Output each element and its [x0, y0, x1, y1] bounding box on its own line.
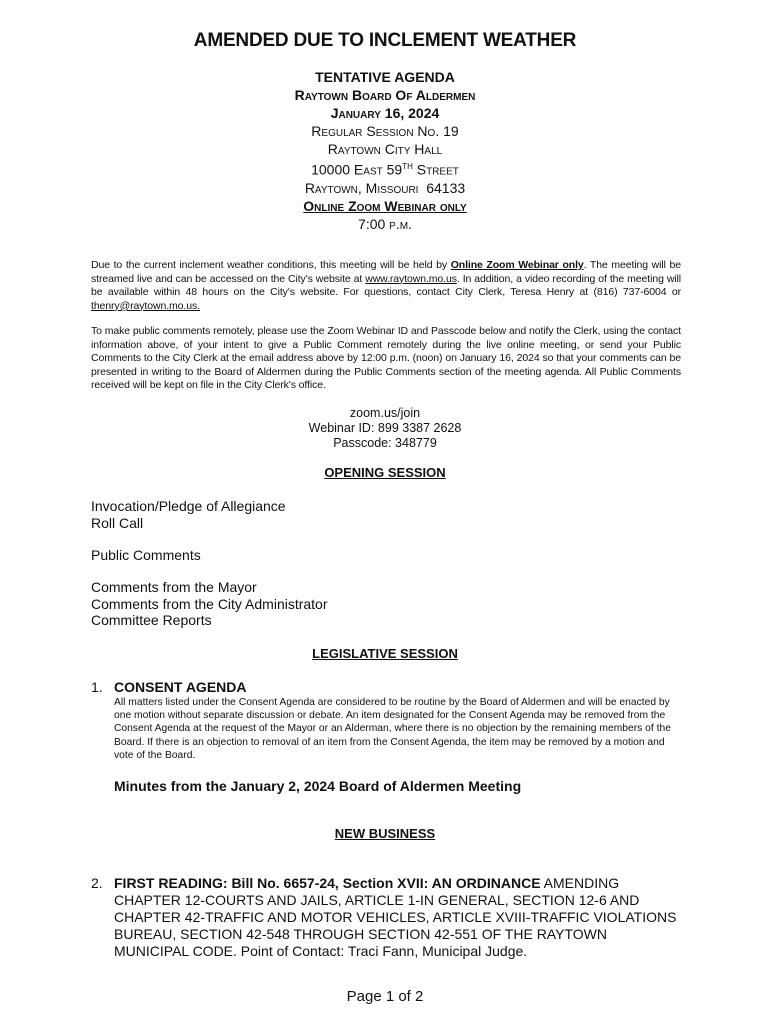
public-comment-paragraph: To make public comments remotely, please use the Zoom Webinar ID and Passcode below and notify the Clerk, using the contact information above, of your intent to give a Public Comment remotely during the live online meeting, or send your Public Comments to the City Clerk at the email address above by 12:00 p.m. (noon) on January 16, 2024 so that your comments can be presented in writing to the Board of Aldermen during the Public Comments section of the meeting agenda. All Public Comments received will be kept on file in the City Clerk's office.	[91, 325, 681, 392]
session-number: Regular Session No. 19	[311, 123, 459, 139]
agenda-header	[0, 68, 770, 233]
bill-item	[114, 875, 684, 960]
clerk-email-link[interactable]: thenry@raytown.mo.us.	[91, 299, 200, 312]
webinar-id: Webinar ID: 899 3387 2628	[308, 421, 462, 435]
item-number: 2.	[91, 875, 103, 891]
city-state: Raytown, Missouri 64133	[304, 179, 466, 196]
list-item: Comments from the City Administrator	[91, 595, 328, 612]
opening-items-group-b	[91, 547, 201, 564]
city-website-link[interactable]: www.raytown.mo.us	[365, 272, 457, 285]
meeting-time: 7:00 p.m.	[358, 215, 412, 232]
passcode: Passcode: 348779	[333, 436, 437, 450]
list-item: Comments from the Mayor	[91, 579, 257, 595]
weather-notice-paragraph: Due to the current inclement weather conditions, this meeting will be held by Online Zoom Webinar only. The meeting will be streamed live and can be accessed on the City's website at www.raytown.mo.us. In addition, a video recording of the meeting will be available within 48 hours on the City's website. For questions, contact City Clerk, Teresa Henry at (816) 737-6004 or thenry@raytown.mo.us.	[91, 259, 681, 312]
opening-items-group-a	[91, 498, 286, 531]
opening-session-heading: OPENING SESSION	[324, 465, 446, 480]
page-banner: AMENDED DUE TO INCLEMENT WEATHER	[193, 30, 577, 51]
opening-items-group-c	[91, 579, 328, 629]
list-item: Committee Reports	[91, 612, 212, 628]
bill-heading: FIRST READING: Bill No. 6657-24, Section XVII: AN ORDINANCE	[114, 875, 541, 891]
item-number: 1.	[91, 679, 103, 695]
agenda-type: TENTATIVE AGENDA	[315, 69, 455, 85]
zoom-info	[0, 406, 770, 451]
venue: Raytown City Hall	[327, 141, 443, 157]
list-item: Invocation/Pledge of Allegiance	[91, 498, 286, 514]
board-name: Raytown Board Of Aldermen	[294, 87, 476, 103]
consent-agenda-description: All matters listed under the Consent Agenda are considered to be routine by the Board of Aldermen and will be enacted by one motion without separate discussion or debate. An item designated for the Consent Agenda may be removed from the Consent Agenda at the request of the Mayor or an Alderman, where there is no objection by the remaining members of the Board. If there is an objection to removal of an item from the Consent Agenda, the item may be removed by a motion and vote of the Board.	[114, 697, 671, 761]
list-item: Public Comments	[91, 547, 201, 563]
consent-agenda-title: CONSENT AGENDA	[114, 679, 247, 695]
new-business-heading: NEW BUSINESS	[334, 826, 436, 841]
meeting-date: January 16, 2024	[330, 105, 440, 121]
street-address: 10000 East 59TH Street	[311, 161, 459, 178]
list-item: Roll Call	[91, 514, 144, 531]
page-number: Page 1 of 2	[346, 988, 424, 1005]
bill-description: AMENDING CHAPTER 12-COURTS AND JAILS, ARTICLE 1-IN GENERAL, SECTION 12-6 AND CHAPTER 42-TRAFFIC AND MOTOR VEHICLES, ARTICLE XVIII-TRAFFIC VIOLATIONS BUREAU, SECTION 42-548 THROUGH SECTION 42-551 OF THE RAYTOWN MUNICIPAL CODE. Point of Contact: Traci Fann, Municipal Judge.	[114, 875, 677, 959]
online-only-notice: Online Zoom Webinar only	[303, 197, 467, 214]
zoom-url: zoom.us/join	[349, 406, 421, 420]
legislative-session-heading: LEGISLATIVE SESSION	[312, 646, 458, 661]
minutes-item: Minutes from the January 2, 2024 Board of Aldermen Meeting	[114, 778, 522, 794]
